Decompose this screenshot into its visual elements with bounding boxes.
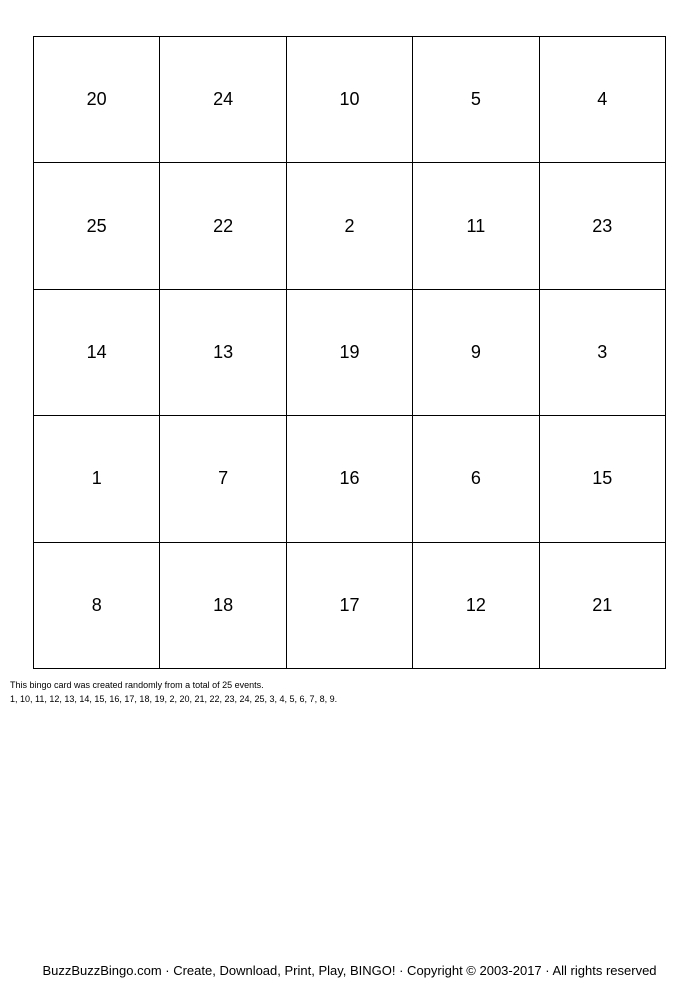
bingo-cell: 4: [540, 37, 666, 163]
bingo-cell: 10: [287, 37, 413, 163]
bingo-cell: 2: [287, 163, 413, 289]
bingo-cell: 21: [540, 543, 666, 669]
bingo-cell: 19: [287, 290, 413, 416]
bingo-cell: 16: [287, 416, 413, 542]
bingo-cell: 15: [540, 416, 666, 542]
bingo-card-grid: [33, 36, 666, 669]
bingo-cell: 20: [34, 37, 160, 163]
bingo-cell: 11: [413, 163, 539, 289]
bingo-cell: 23: [540, 163, 666, 289]
bingo-cell: 9: [413, 290, 539, 416]
footer-text: BuzzBuzzBingo.com · Create, Download, Print, Play, BINGO! · Copyright © 2003-2017 · All rights reserved: [42, 963, 657, 978]
bingo-cell: 17: [287, 543, 413, 669]
bingo-cell: 18: [160, 543, 286, 669]
bingo-cell: 13: [160, 290, 286, 416]
bingo-cell: 6: [413, 416, 539, 542]
bingo-cell: 1: [34, 416, 160, 542]
card-info-text: This bingo card was created randomly from a total of 25 events.: [10, 680, 264, 690]
bingo-cell: 25: [34, 163, 160, 289]
bingo-cell: 24: [160, 37, 286, 163]
event-list-text: 1, 10, 11, 12, 13, 14, 15, 16, 17, 18, 19, 2, 20, 21, 22, 23, 24, 25, 3, 4, 5, 6, 7, 8, 9.: [10, 694, 338, 704]
bingo-cell: 8: [34, 543, 160, 669]
bingo-cell: 12: [413, 543, 539, 669]
bingo-cell: 3: [540, 290, 666, 416]
bingo-cell: 14: [34, 290, 160, 416]
bingo-cell: 7: [160, 416, 286, 542]
bingo-cell: 5: [413, 37, 539, 163]
bingo-cell: 22: [160, 163, 286, 289]
